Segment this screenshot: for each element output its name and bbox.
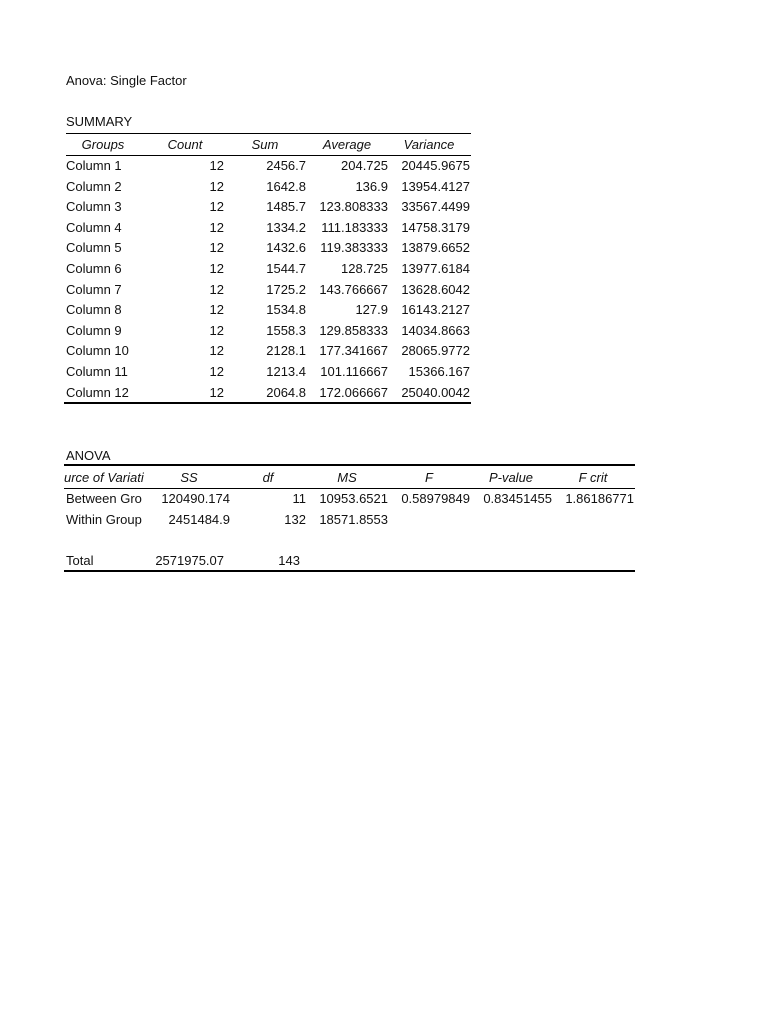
summary-cell: 111.183333 <box>321 219 388 235</box>
summary-cell: Column 11 <box>66 364 128 379</box>
anova-cell: Within Group <box>66 511 142 527</box>
anova-header-3: MS <box>337 470 357 485</box>
summary-cell: 28065.9772 <box>401 343 470 359</box>
anova-header-4: F <box>425 470 433 485</box>
summary-cell: 12 <box>209 261 224 276</box>
summary-cell: 15366.167 <box>408 364 470 379</box>
anova-cell <box>552 510 634 530</box>
summary-cell: 1642.8 <box>266 178 306 194</box>
summary-cell: 2064.8 <box>266 384 306 400</box>
summary-cell: 1213.4 <box>266 364 306 379</box>
anova-header-2: df <box>262 470 274 485</box>
summary-cell: 129.858333 <box>319 322 388 338</box>
summary-cell: 12 <box>209 302 224 318</box>
summary-cell: 1544.7 <box>266 261 306 276</box>
summary-cell: 13628.6042 <box>401 281 470 297</box>
summary-cell: 172.066667 <box>319 384 388 400</box>
summary-cell: 2128.1 <box>266 343 306 359</box>
summary-cell: 12 <box>209 384 224 400</box>
summary-cell: Column 3 <box>66 199 122 215</box>
summary-header-0: Groups <box>81 137 125 152</box>
anova-header-5: P-value <box>488 470 534 485</box>
summary-cell: 13879.6652 <box>401 240 470 256</box>
summary-cell: 13954.4127 <box>401 178 470 194</box>
summary-cell: 1534.8 <box>266 302 306 318</box>
anova-cell: 0.58979849 <box>401 491 470 506</box>
summary-cell: 12 <box>209 364 224 379</box>
summary-cell: 119.383333 <box>320 240 388 256</box>
summary-cell: 123.808333 <box>319 199 388 215</box>
summary-cell: 20445.9675 <box>401 158 470 173</box>
summary-header-top-border <box>66 133 471 134</box>
summary-cell: 33567.4499 <box>401 199 470 215</box>
summary-cell: Column 9 <box>66 322 122 338</box>
summary-cell: 101.116667 <box>320 364 388 379</box>
anova-cell <box>470 510 552 530</box>
summary-cell: 2456.7 <box>266 158 306 173</box>
summary-cell: 14034.8663 <box>401 322 470 338</box>
summary-cell: 14758.3179 <box>401 219 470 235</box>
anova-cell <box>388 510 470 530</box>
anova-cell: Between Gro <box>66 491 142 506</box>
anova-cell: 0.83451455 <box>483 491 552 506</box>
summary-cell: 12 <box>209 199 224 215</box>
summary-cell: Column 5 <box>66 240 122 256</box>
summary-cell: 143.766667 <box>319 281 388 297</box>
summary-cell: Column 10 <box>66 343 129 359</box>
summary-cell: 204.725 <box>341 158 388 173</box>
summary-cell: 12 <box>209 240 224 256</box>
summary-cell: 25040.0042 <box>401 384 470 400</box>
anova-header-0: urce of Variati <box>64 470 144 485</box>
anova-total-cell: 2571975.07 <box>155 553 224 568</box>
anova-cell: 2451484.9 <box>168 511 230 527</box>
summary-cell: Column 8 <box>66 302 122 318</box>
summary-bottom-border <box>64 402 471 404</box>
anova-cell: 132 <box>284 511 306 527</box>
summary-cell: 12 <box>209 322 224 338</box>
summary-label: SUMMARY <box>66 114 133 129</box>
summary-cell: 12 <box>209 219 224 235</box>
summary-cell: 12 <box>209 178 224 194</box>
summary-header-1: Count <box>167 137 203 152</box>
summary-cell: 16143.2127 <box>401 302 470 318</box>
anova-header-top-border <box>64 464 635 466</box>
summary-cell: 128.725 <box>341 261 388 276</box>
anova-total-cell: Total <box>66 553 94 568</box>
summary-cell: 1334.2 <box>266 219 306 235</box>
summary-cell: Column 12 <box>66 384 129 400</box>
summary-cell: 1725.2 <box>266 281 306 297</box>
anova-total-cell: 143 <box>278 553 300 568</box>
summary-cell: 12 <box>209 281 224 297</box>
summary-header-2: Sum <box>251 137 279 152</box>
anova-bottom-border <box>64 570 635 572</box>
summary-cell: 127.9 <box>355 302 388 318</box>
page-title: Anova: Single Factor <box>66 73 187 88</box>
summary-cell: Column 2 <box>66 178 122 194</box>
summary-cell: 1432.6 <box>266 240 306 256</box>
summary-cell: 1485.7 <box>266 199 306 215</box>
summary-cell: 1558.3 <box>266 322 306 338</box>
summary-cell: Column 1 <box>66 158 122 173</box>
summary-cell: 12 <box>209 158 224 173</box>
summary-header-4: Variance <box>403 137 455 152</box>
summary-cell: Column 6 <box>66 261 122 276</box>
anova-cell: 1.86186771 <box>565 491 634 506</box>
anova-cell: 18571.8553 <box>319 511 388 527</box>
summary-header-3: Average <box>322 137 372 152</box>
anova-label: ANOVA <box>66 448 111 463</box>
anova-cell: 11 <box>292 491 306 506</box>
summary-cell: Column 4 <box>66 219 122 235</box>
summary-cell: 13977.6184 <box>401 261 470 276</box>
anova-header-1: SS <box>180 470 198 485</box>
summary-cell: 136.9 <box>355 178 388 194</box>
summary-cell: 12 <box>209 343 224 359</box>
summary-cell: Column 7 <box>66 281 122 297</box>
anova-cell: 10953.6521 <box>319 491 388 506</box>
anova-cell: 120490.174 <box>161 491 230 506</box>
anova-header-6: F crit <box>578 470 608 485</box>
summary-cell: 177.341667 <box>319 343 388 359</box>
